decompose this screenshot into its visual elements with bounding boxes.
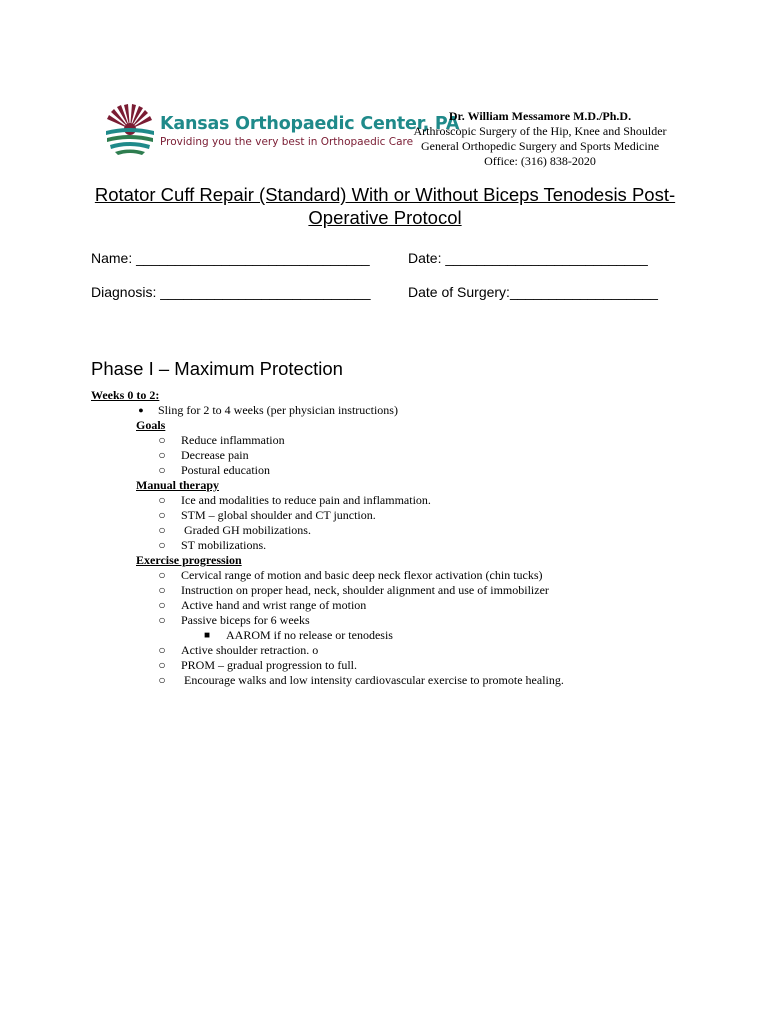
exercise-item: PROM – gradual progression to full. — [181, 658, 357, 672]
title-line-2: Operative Protocol — [308, 207, 462, 228]
manual-item: Ice and modalities to reduce pain and inflammation. — [181, 493, 431, 507]
list-item — [91, 643, 711, 658]
list-item — [91, 673, 711, 688]
document-title — [80, 183, 690, 229]
list-item — [91, 448, 711, 463]
circle-bullet-icon: ○ — [158, 493, 166, 507]
list-item — [91, 613, 711, 628]
exercise-progression-heading: Exercise progression — [136, 553, 242, 567]
list-item — [91, 463, 711, 478]
weeks-heading-row — [91, 388, 711, 403]
phase-1-title: Phase I – Maximum Protection — [91, 358, 343, 379]
manual-item: STM – global shoulder and CT junction. — [181, 508, 376, 522]
list-item — [91, 568, 711, 583]
list-item — [91, 493, 711, 508]
office-phone: Office: (316) 838-2020 — [484, 154, 596, 168]
doctor-name: Dr. William Messamore M.D./Ph.D. — [448, 109, 632, 123]
exercise-item: Instruction on proper head, neck, shoulder alignment and use of immobilizer — [181, 583, 549, 597]
goals-heading-row — [91, 418, 711, 433]
exercise-sub-item: AAROM if no release or tenodesis — [226, 628, 393, 642]
name-field: Name: ______________________________ — [91, 250, 370, 266]
list-item — [91, 403, 711, 418]
clinic-name: Kansas Orthopaedic Center, PA — [160, 114, 460, 134]
list-item — [91, 538, 711, 553]
manual-heading-row — [91, 478, 711, 493]
doctor-info — [395, 109, 685, 169]
doctor-specialty-1: Arthroscopic Surgery of the Hip, Knee and Shoulder — [413, 124, 667, 138]
circle-bullet-icon: ○ — [158, 538, 166, 552]
title-line-1: Rotator Cuff Repair (Standard) With or Without Biceps Tenodesis Post- — [94, 184, 676, 205]
circle-bullet-icon: ○ — [158, 568, 166, 582]
circle-bullet-icon: ○ — [158, 643, 166, 657]
circle-bullet-icon: ○ — [158, 613, 166, 627]
clinic-logo — [104, 103, 460, 159]
exercise-item: Active hand and wrist range of motion — [181, 598, 367, 612]
list-item — [91, 583, 711, 598]
manual-therapy-heading: Manual therapy — [136, 478, 220, 492]
list-item — [91, 658, 711, 673]
exercise-item: Active shoulder retraction. o — [181, 643, 319, 657]
exercise-heading-row — [91, 553, 711, 568]
diagnosis-field: Diagnosis: ___________________________ — [91, 284, 371, 300]
square-bullet-icon: ■ — [203, 630, 211, 641]
manual-item: Graded GH mobilizations. — [181, 523, 311, 537]
sling-instruction: Sling for 2 to 4 weeks (per physician instructions) — [158, 403, 398, 417]
weeks-heading: Weeks 0 to 2: — [91, 388, 160, 402]
doctor-specialty-2: General Orthopedic Surgery and Sports Medicine — [420, 139, 660, 153]
circle-bullet-icon: ○ — [158, 658, 166, 672]
circle-bullet-icon: ○ — [158, 583, 166, 597]
goal-item: Decrease pain — [181, 448, 249, 462]
goal-item: Postural education — [181, 463, 270, 477]
circle-bullet-icon: ○ — [158, 448, 166, 462]
circle-bullet-icon: ○ — [158, 508, 166, 522]
goals-heading: Goals — [136, 418, 166, 432]
circle-bullet-icon: ○ — [158, 523, 166, 537]
date-field: Date: __________________________ — [408, 250, 648, 266]
circle-bullet-icon: ○ — [158, 433, 166, 447]
circle-bullet-icon: ○ — [158, 463, 166, 477]
circle-bullet-icon: ○ — [158, 598, 166, 612]
list-item — [91, 523, 711, 538]
list-item — [91, 508, 711, 523]
bullet-icon: ● — [138, 405, 144, 415]
list-item — [91, 628, 711, 643]
exercise-item: Passive biceps for 6 weeks — [181, 613, 310, 627]
goal-item: Reduce inflammation — [181, 433, 285, 447]
date-of-surgery-field: Date of Surgery:___________________ — [408, 284, 658, 300]
exercise-item: Encourage walks and low intensity cardiovascular exercise to promote healing. — [181, 673, 564, 687]
exercise-item: Cervical range of motion and basic deep neck flexor activation (chin tucks) — [181, 568, 543, 582]
list-item — [91, 598, 711, 613]
list-item — [91, 433, 711, 448]
clinic-logo-emblem-icon — [104, 103, 156, 157]
phase-1-content — [91, 388, 711, 688]
clinic-tagline: Providing you the very best in Orthopaedic Care — [160, 136, 414, 148]
circle-bullet-icon: ○ — [158, 673, 166, 687]
manual-item: ST mobilizations. — [181, 538, 267, 552]
